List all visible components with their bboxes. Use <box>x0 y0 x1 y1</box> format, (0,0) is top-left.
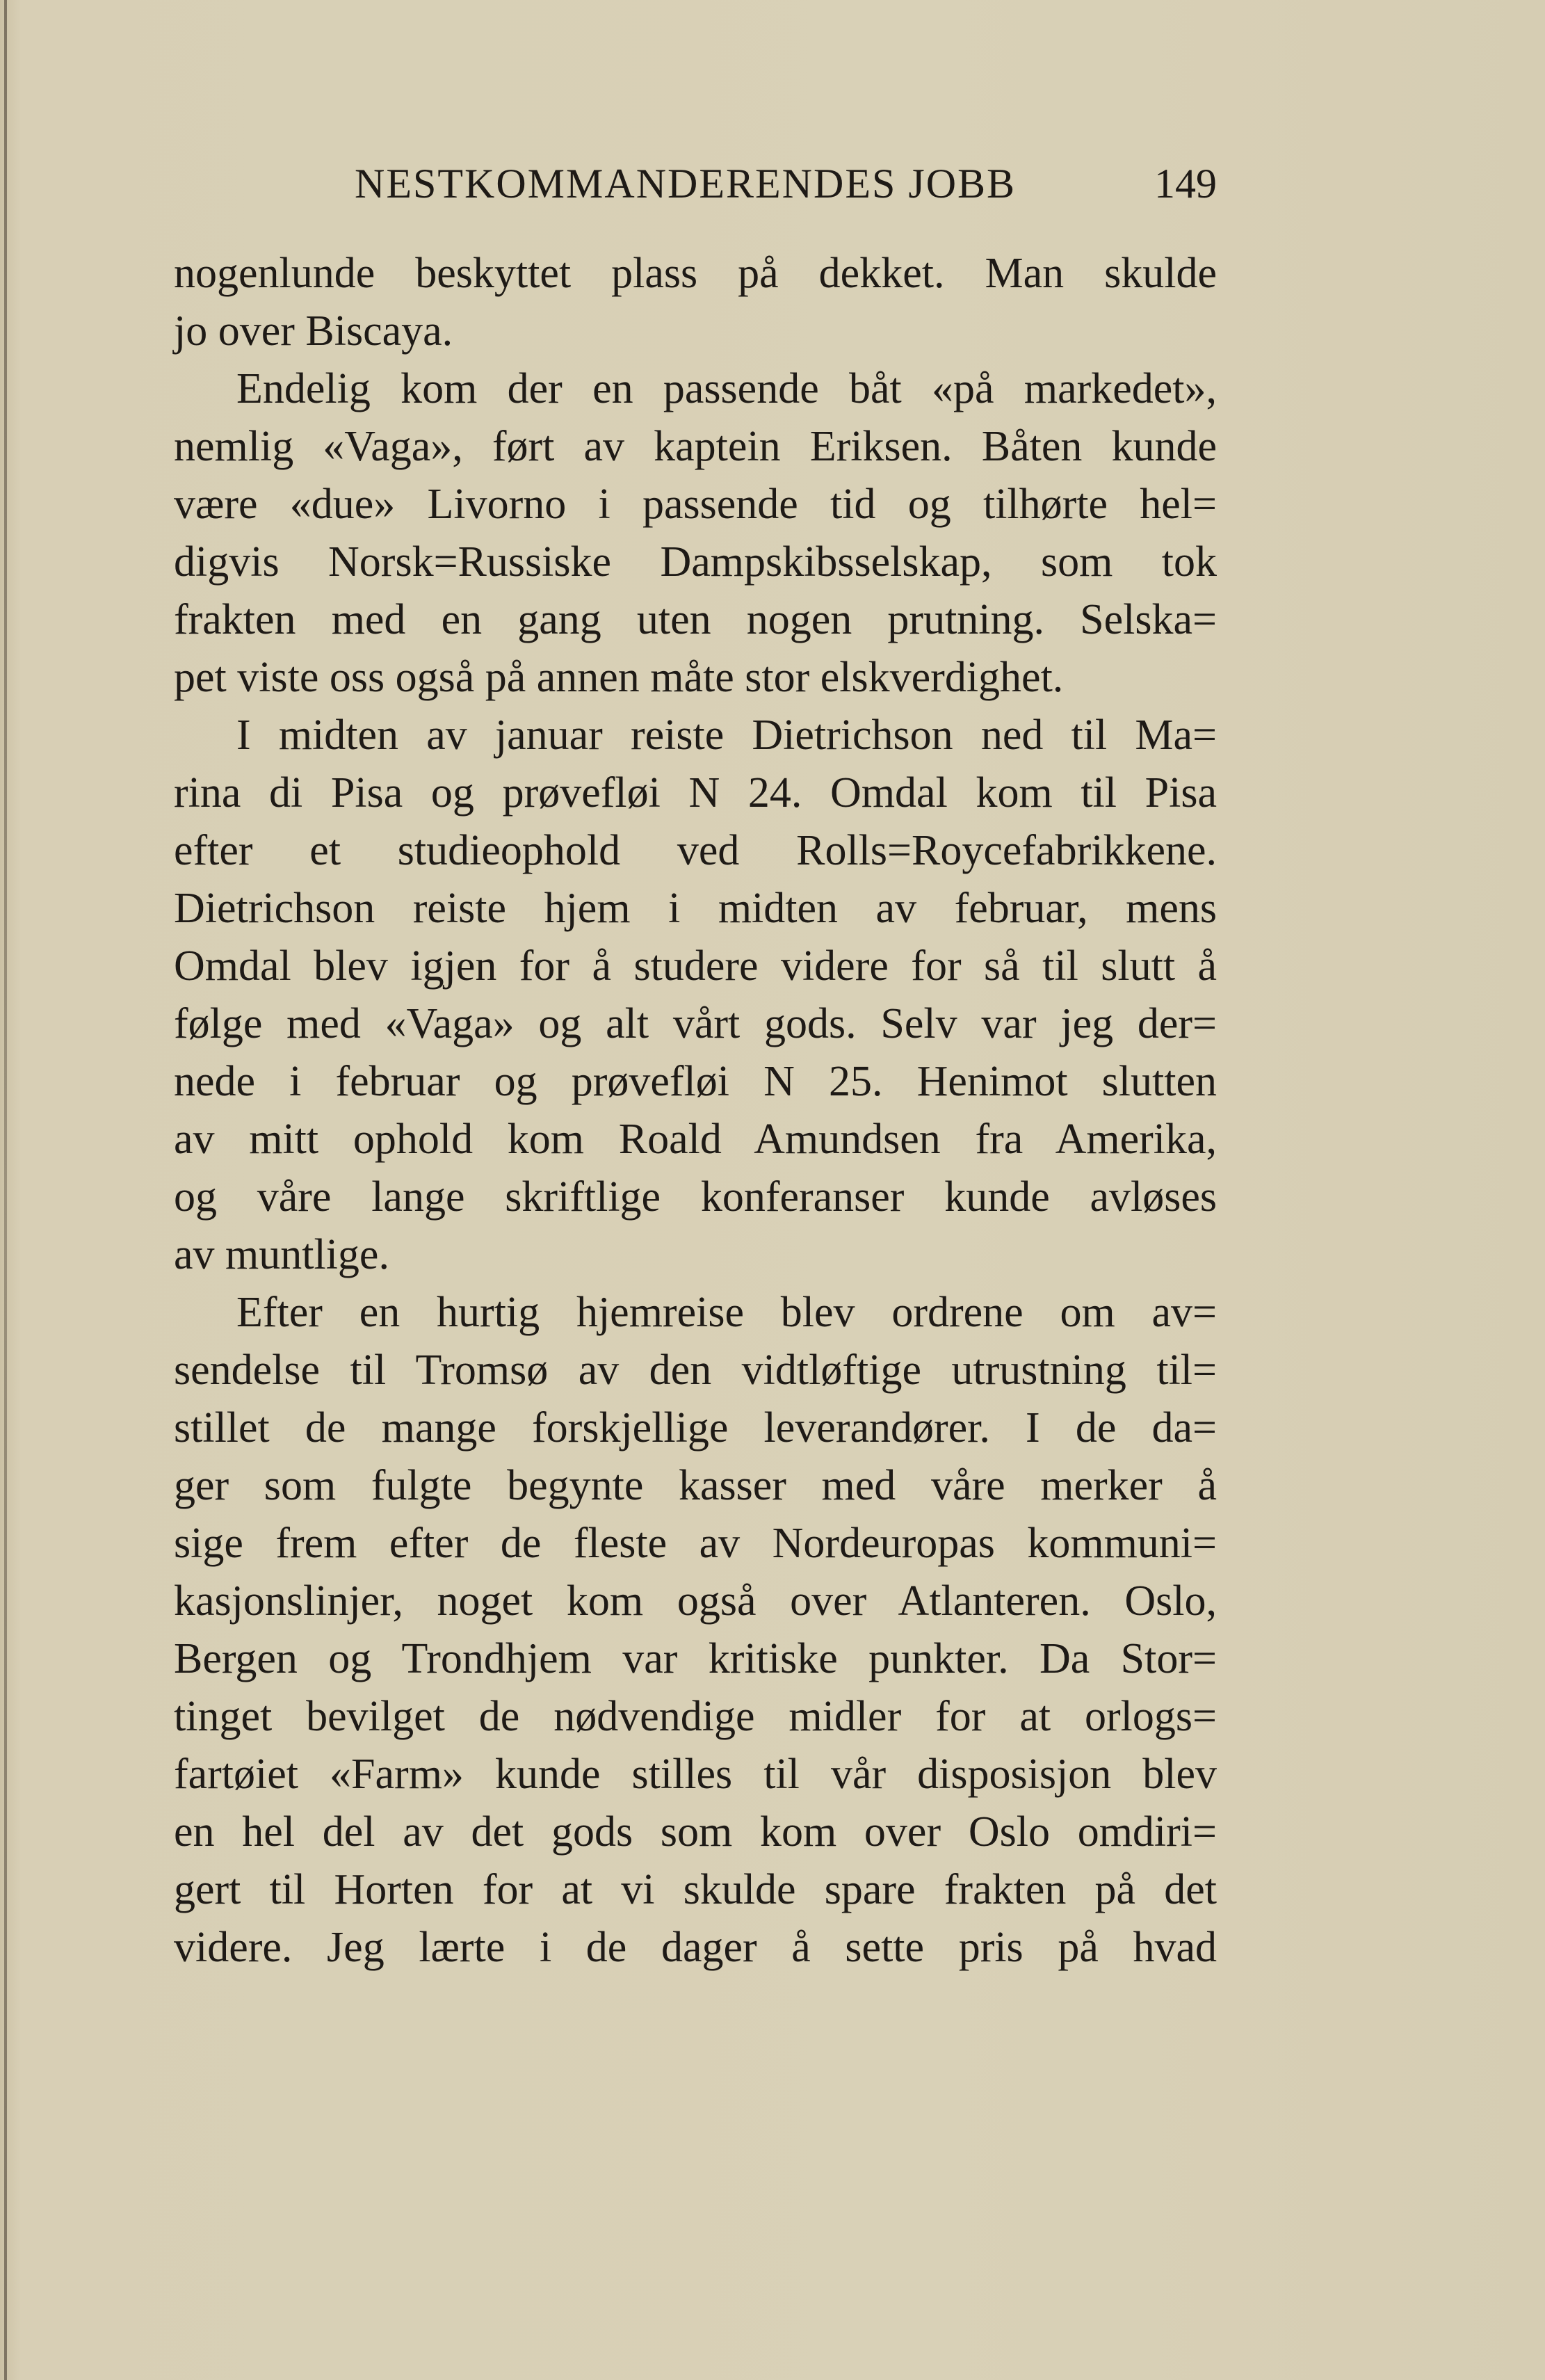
text-line: en hel del av det gods som kom over Oslo omdiri= <box>174 1808 1217 1856</box>
chapter-title: NESTKOMMANDERENDES JOBB <box>355 161 1017 207</box>
text-line: Bergen og Trondhjem var kritiske punkter. Da Stor= <box>174 1635 1217 1682</box>
text-line: fartøiet «Farm» kunde stilles til vår disposisjon blev <box>174 1751 1217 1798</box>
text-line: nede i februar og prøvefløi N 25. Henimot slutten <box>174 1058 1217 1105</box>
text-line: sige frem efter de fleste av Nordeuropas kommuni= <box>174 1520 1217 1567</box>
text-line: Dietrichson reiste hjem i midten av februar, mens <box>174 885 1217 932</box>
text-line: rina di Pisa og prøvefløi N 24. Omdal kom til Pisa <box>174 769 1217 817</box>
page-number: 149 <box>1154 161 1217 207</box>
running-header <box>174 154 1217 217</box>
text-line: stillet de mange forskjellige leverandører. I de da= <box>174 1404 1217 1452</box>
text-line: kasjonslinjer, noget kom også over Atlanteren. Oslo, <box>174 1577 1217 1625</box>
text-line: tinget bevilget de nødvendige midler for at orlogs= <box>174 1693 1217 1740</box>
text-line: ger som fulgte begynte kasser med våre merker å <box>174 1462 1217 1509</box>
text-line: og våre lange skriftlige konferanser kunde avløses <box>174 1173 1217 1221</box>
text-line: være «due» Livorno i passende tid og tilhørte hel= <box>174 481 1217 528</box>
body-text <box>174 245 1217 1977</box>
text-line: nogenlunde beskyttet plass på dekket. Man skulde <box>174 250 1217 297</box>
text-line: frakten med en gang uten nogen prutning. Selska= <box>174 596 1217 643</box>
page-edge <box>4 0 7 2380</box>
text-line: av mitt ophold kom Roald Amundsen fra Amerika, <box>174 1116 1217 1163</box>
text-line: jo over Biscaya. <box>174 307 453 355</box>
text-line: videre. Jeg lærte i de dager å sette pris på hvad <box>174 1924 1217 1971</box>
text-line: Endelig kom der en passende båt «på markedet», <box>236 365 1217 412</box>
text-line: I midten av januar reiste Dietrichson ned til Ma= <box>236 711 1217 759</box>
text-line: av muntlige. <box>174 1231 389 1278</box>
text-line: følge med «Vaga» og alt vårt gods. Selv var jeg der= <box>174 1000 1217 1047</box>
text-line: sendelse til Tromsø av den vidtløftige utrustning til= <box>174 1346 1217 1394</box>
text-line: pet viste oss også på annen måte stor elskverdighet. <box>174 654 1064 701</box>
text-line: nemlig «Vaga», ført av kaptein Eriksen. Båten kunde <box>174 423 1217 470</box>
text-line: efter et studieophold ved Rolls=Roycefabrikkene. <box>174 827 1217 874</box>
text-line: gert til Horten for at vi skulde spare frakten på det <box>174 1866 1217 1913</box>
text-line: Efter en hurtig hjemreise blev ordrene om av= <box>236 1289 1217 1336</box>
text-line: Omdal blev igjen for å studere videre for så til slutt å <box>174 942 1217 990</box>
text-line: digvis Norsk=Russiske Dampskibsselskap, som tok <box>174 538 1217 586</box>
